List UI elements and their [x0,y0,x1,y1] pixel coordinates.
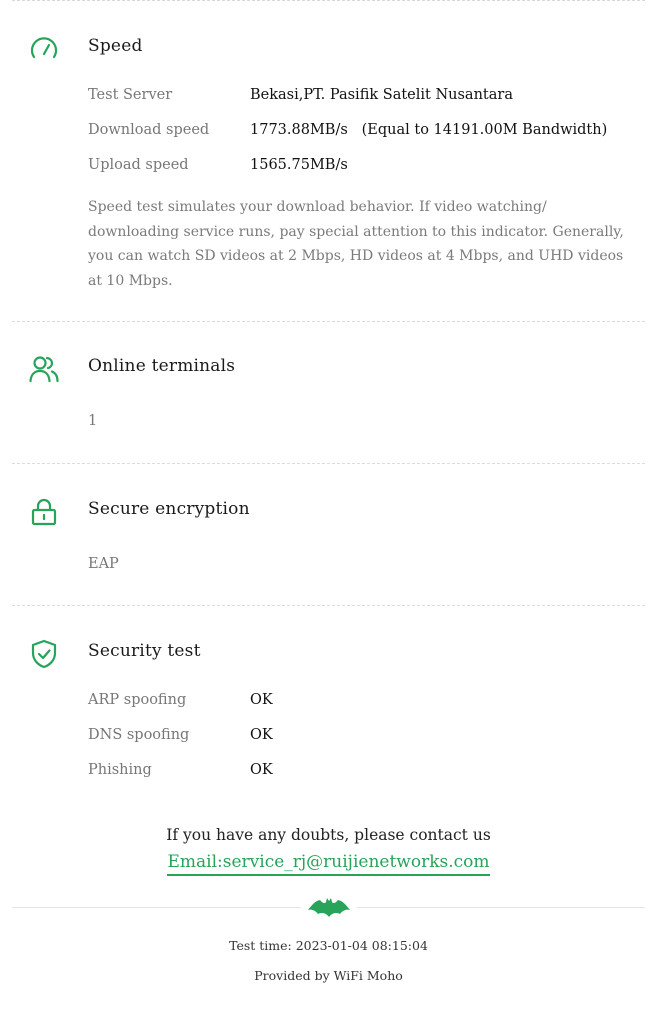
users-icon [28,353,60,385]
divider [12,605,645,606]
arp-spoofing-label: ARP spoofing [88,692,187,708]
test-server-label: Test Server [88,87,173,103]
download-speed-value: 1773.88MB/s (Equal to 14191.00M Bandwidth) [250,122,608,138]
top-divider [12,0,645,1]
speed-title: Speed [88,36,143,56]
upload-speed-label: Upload speed [88,157,189,173]
secure-encryption-title: Secure encryption [88,499,250,519]
email-link-wrap [0,852,657,872]
phishing-label: Phishing [88,762,152,778]
test-server-value: Bekasi,PT. Pasifik Satelit Nusantara [250,87,513,103]
dns-spoofing-value: OK [250,727,273,743]
divider [12,463,645,464]
arp-spoofing-value: OK [250,692,273,708]
speedometer-icon [28,33,60,65]
email-link[interactable]: Email:service_rj@ruijienetworks.com [167,852,489,876]
shield-check-icon [28,638,60,670]
phishing-value: OK [250,762,273,778]
download-speed-label: Download speed [88,122,210,138]
online-terminals-count: 1 [88,413,98,429]
divider [12,321,645,322]
online-terminals-title: Online terminals [88,356,236,376]
speed-description: Speed test simulates your download behavior. If video watching/ downloading service runs, pay special attention to this indicator. Generally, you can watch SD videos at 2 Mbps, HD videos at 4 Mbps, and UHD videos at 10 Mbps. [88,199,624,289]
bat-logo-icon [301,893,357,923]
provided-by: Provided by WiFi Moho [254,968,403,983]
upload-speed-value: 1565.75MB/s [250,157,348,173]
security-test-title: Security test [88,641,201,661]
encryption-type-value: EAP [88,556,119,572]
test-time: Test time: 2023-01-04 08:15:04 [229,938,428,953]
dns-spoofing-label: DNS spoofing [88,727,190,743]
contact-text: If you have any doubts, please contact us [166,826,491,844]
lock-icon [28,496,60,528]
